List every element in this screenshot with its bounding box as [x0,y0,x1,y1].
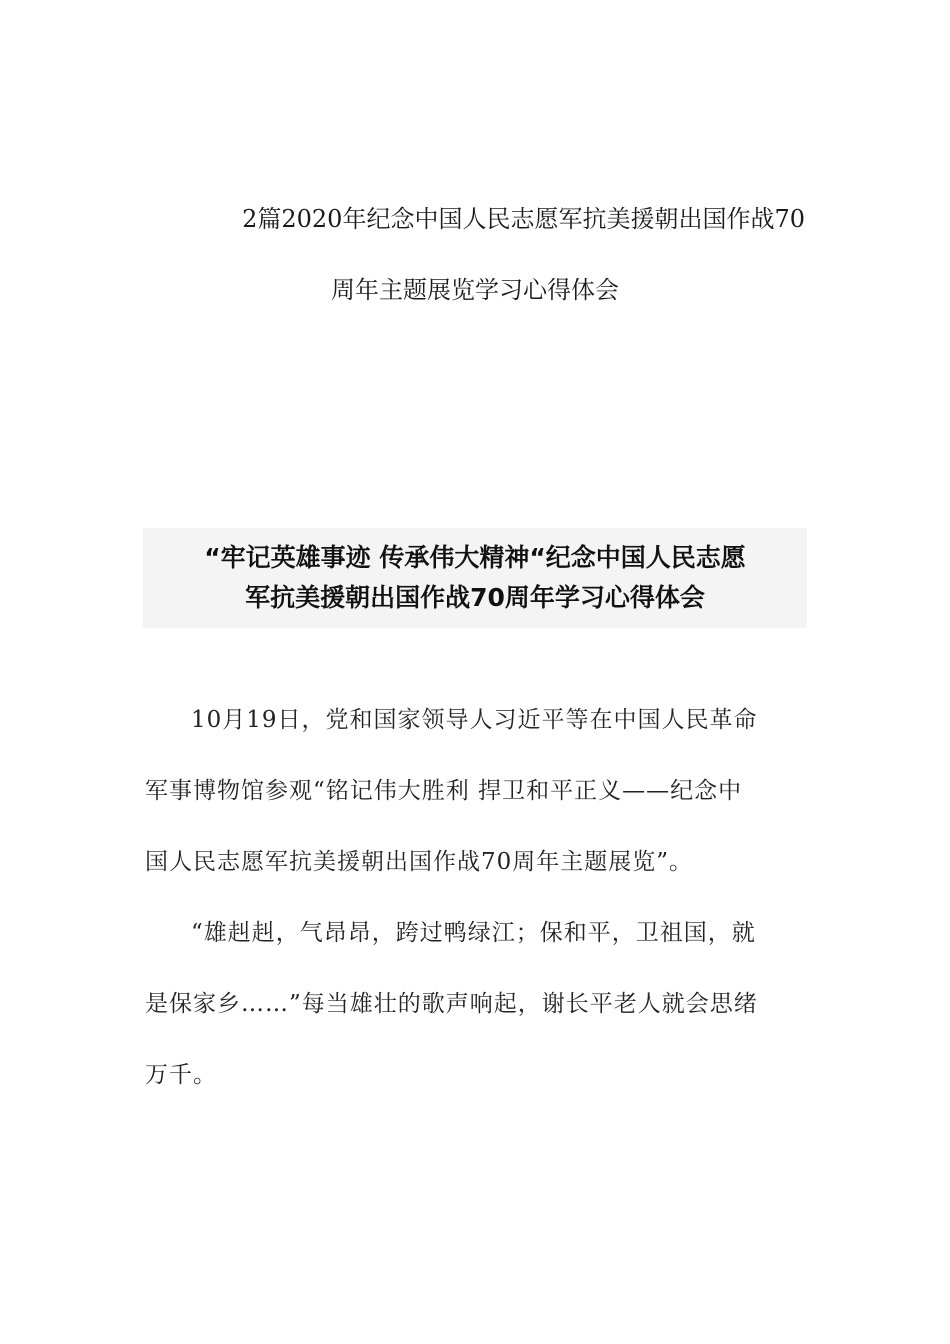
paragraph-line: 军事博物馆参观“铭记伟大胜利 捍卫和平正义——纪念中 [145,778,743,804]
section-heading-line-1: “牢记英雄事迹 传承伟大精神“纪念中国人民志愿 [204,543,746,572]
section-heading [143,528,807,628]
document-title-line-2: 周年主题展览学习心得体会 [331,276,619,304]
paragraph-line: 万千。 [145,1062,217,1088]
paragraph-line: 10月19日，党和国家领导人习近平等在中国人民革命 [191,707,758,733]
paragraph-line: 国人民志愿军抗美援朝出国作战70周年主题展览”。 [145,849,694,875]
paragraph-line: “雄赳赳，气昂昂，跨过鸭绿江；保和平，卫祖国，就 [191,920,756,946]
document-title-line-1: 2篇2020年纪念中国人民志愿军抗美援朝出国作战70 [242,205,805,233]
paragraph-2 [145,898,807,1111]
paragraph-1 [145,685,807,898]
section-heading-line-2: 军抗美援朝出国作战70周年学习心得体会 [245,583,705,612]
paragraph-line: 是保家乡……”每当雄壮的歌声响起，谢长平老人就会思绪 [145,991,758,1017]
